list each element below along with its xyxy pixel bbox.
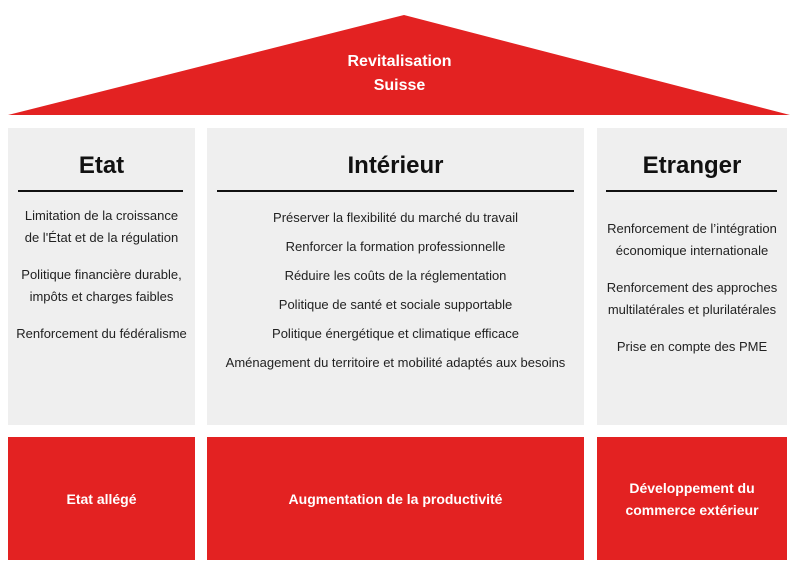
foundation-etat [8,437,195,560]
pillar-etat-heading: Etat [78,152,125,179]
pillar-etat [8,128,195,425]
pillar-etranger-item: Renforcement des approches multilatérales et plurilatérales [606,280,778,317]
pillar-interieur [207,128,584,425]
pillar-interieur-rule [217,190,574,192]
roof-title-line-1: Revitalisation [347,53,452,70]
pillar-interieur-items [207,203,584,377]
foundation-interieur [207,437,584,560]
foundation-etranger-label: Développement du commerce extérieur [625,479,759,518]
pillar-etat-rule [18,190,183,192]
pillar-etat-item: Renforcement du fédéralisme [16,326,187,341]
pillar-etat-items [8,205,195,360]
pillar-etranger-item: Prise en compte des PME [616,339,768,354]
pillar-interieur-item: Réduire les coûts de la réglementation [284,268,507,283]
pillar-etat-item: Limitation de la croissance de l'État et de la régulation [24,208,179,245]
foundation-etranger [597,437,787,560]
pillar-etranger-item: Renforcement de l’intégration économique internationale [607,221,777,258]
foundation-etat-label: Etat allégé [66,490,137,507]
pillar-etat-item: Politique financière durable, impôts et charges faibles [21,267,182,304]
pillar-etranger-heading: Etranger [642,152,742,179]
pillar-interieur-item: Préserver la flexibilité du marché du travail [273,210,518,225]
roof-title-line-2: Suisse [373,77,426,94]
pillar-etranger-rule [606,190,777,192]
pillar-interieur-item: Renforcer la formation professionnelle [285,239,506,254]
pillar-interieur-item: Politique de santé et sociale supportable [278,297,513,312]
foundation-interieur-label: Augmentation de la productivité [288,490,503,507]
pillar-etranger-items [597,218,787,373]
roof-title [0,50,799,98]
pillar-interieur-item: Aménagement du territoire et mobilité adaptés aux besoins [225,355,566,370]
pillar-interieur-heading: Intérieur [347,152,444,179]
pillar-etranger [597,128,787,425]
pillar-interieur-item: Politique énergétique et climatique efficace [272,326,519,341]
